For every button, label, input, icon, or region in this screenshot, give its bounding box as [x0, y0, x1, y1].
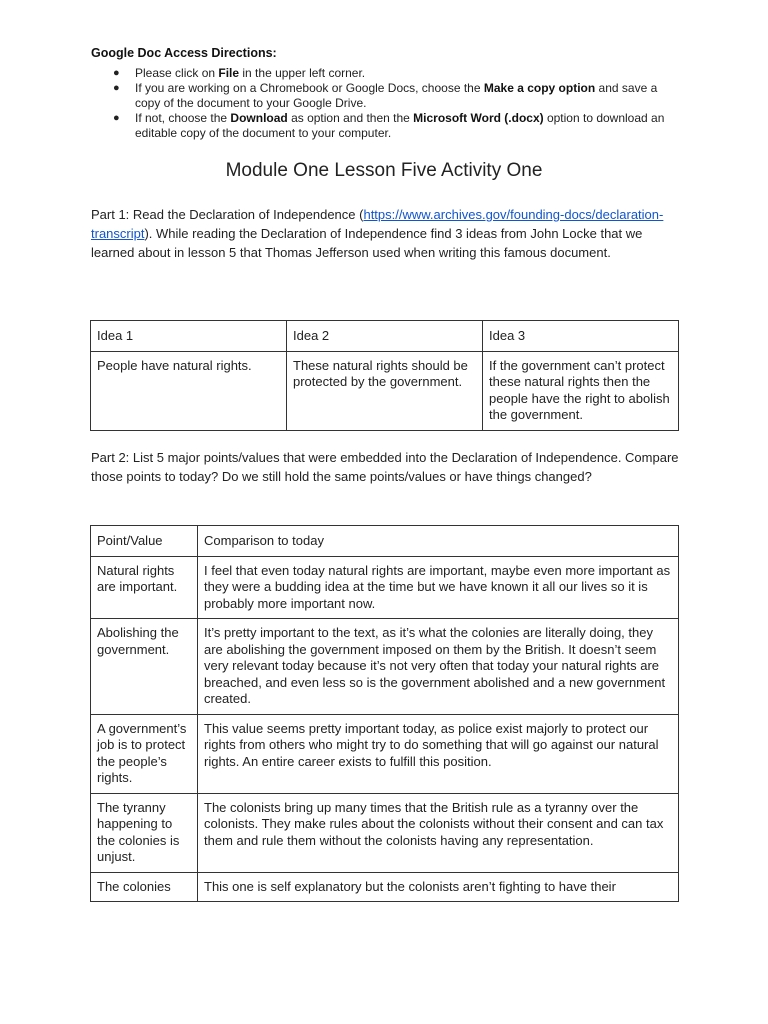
point-cell: The colonies [91, 872, 198, 902]
table-cell: These natural rights should be protected by the government. [287, 351, 483, 430]
table-header-cell: Idea 2 [287, 321, 483, 352]
comparison-cell: This one is self explanatory but the colonists aren’t fighting to have their [198, 872, 679, 902]
comparison-cell: The colonists bring up many times that the British rule as a tyranny over the colonists. They make rules about the colonists without their consent and can tax them and rule them without the colonists having any representation. [198, 793, 679, 872]
table-cell: If the government can’t protect these natural rights then the people have the right to abolish the government. [483, 351, 679, 430]
directions-text: in the upper left corner. [239, 66, 366, 80]
comparison-cell: It’s pretty important to the text, as it’s what the colonies are literally doing, they are abolishing the government imposed on them by the British. It doesn’t seem very relevant today because it’s not very often that today your natural rights are breached, and even less so is the government abolished and a new government created. [198, 619, 679, 715]
directions-bold: File [218, 66, 240, 80]
directions-text: and save a copy of the document to your Google Drive. [135, 81, 658, 110]
page-title: Module One Lesson Five Activity One [225, 160, 543, 181]
bullet-icon: ● [113, 112, 120, 124]
point-cell: A government’s job is to protect the people’s rights. [91, 714, 198, 793]
list-item [91, 111, 681, 141]
part1-text: ). While reading the Declaration of Independence find 3 ideas from John Locke that we learned about in lesson 5 that Thomas Jefferson used when writing this famous document. [91, 226, 643, 260]
directions-text: Please click on [135, 66, 219, 80]
part1-text: Part 1: Read the Declaration of Independence ( [91, 207, 364, 222]
table-row [91, 714, 679, 793]
directions-bold: Microsoft Word (.docx) [413, 111, 544, 125]
comparison-cell: I feel that even today natural rights are important, maybe even more important as they were a budding idea at the time but we have known it all our lives so it is probably more important now. [198, 556, 679, 619]
directions-bold: Make a copy option [483, 81, 596, 95]
point-cell: Abolishing the government. [91, 619, 198, 715]
table-header-cell: Point/Value [91, 526, 198, 557]
points-table [90, 525, 679, 902]
table-header-cell: Idea 3 [483, 321, 679, 352]
table-header-row [91, 321, 679, 352]
comparison-cell: This value seems pretty important today, as police exist majorly to protect our rights from others who might try to do something that will go against our natural rights. An entire career exists to fulfill this position. [198, 714, 679, 793]
table-header-cell: Idea 1 [91, 321, 287, 352]
directions-text: If not, choose the [135, 111, 231, 125]
table-header-row [91, 526, 679, 557]
directions-text: as option and then the [287, 111, 414, 125]
table-row [91, 872, 679, 902]
table-header-cell: Comparison to today [198, 526, 679, 557]
bullet-icon: ● [113, 82, 120, 94]
table-cell: People have natural rights. [91, 351, 287, 430]
table-row [91, 351, 679, 430]
archives-link[interactable]: https://www.archives.gov/founding-docs/declaration-transcript [91, 207, 664, 241]
list-item [91, 66, 681, 81]
part2-paragraph: Part 2: List 5 major points/values that were embedded into the Declaration of Independence. Compare those points to today? Do we still hold the same points/values or have things changed? [91, 450, 679, 484]
table-row [91, 619, 679, 715]
directions-text: option to download an editable copy of the document to your computer. [135, 111, 665, 140]
bullet-icon: ● [113, 67, 120, 79]
table-row [91, 793, 679, 872]
directions-list [91, 66, 681, 141]
directions-text: If you are working on a Chromebook or Google Docs, choose the [135, 81, 484, 95]
ideas-table [90, 320, 679, 431]
list-item [91, 81, 681, 111]
table-row [91, 556, 679, 619]
point-cell: Natural rights are important. [91, 556, 198, 619]
directions-bold: Download [230, 111, 288, 125]
part1-paragraph [91, 205, 681, 262]
point-cell: The tyranny happening to the colonies is unjust. [91, 793, 198, 872]
directions-heading: Google Doc Access Directions: [91, 46, 277, 60]
